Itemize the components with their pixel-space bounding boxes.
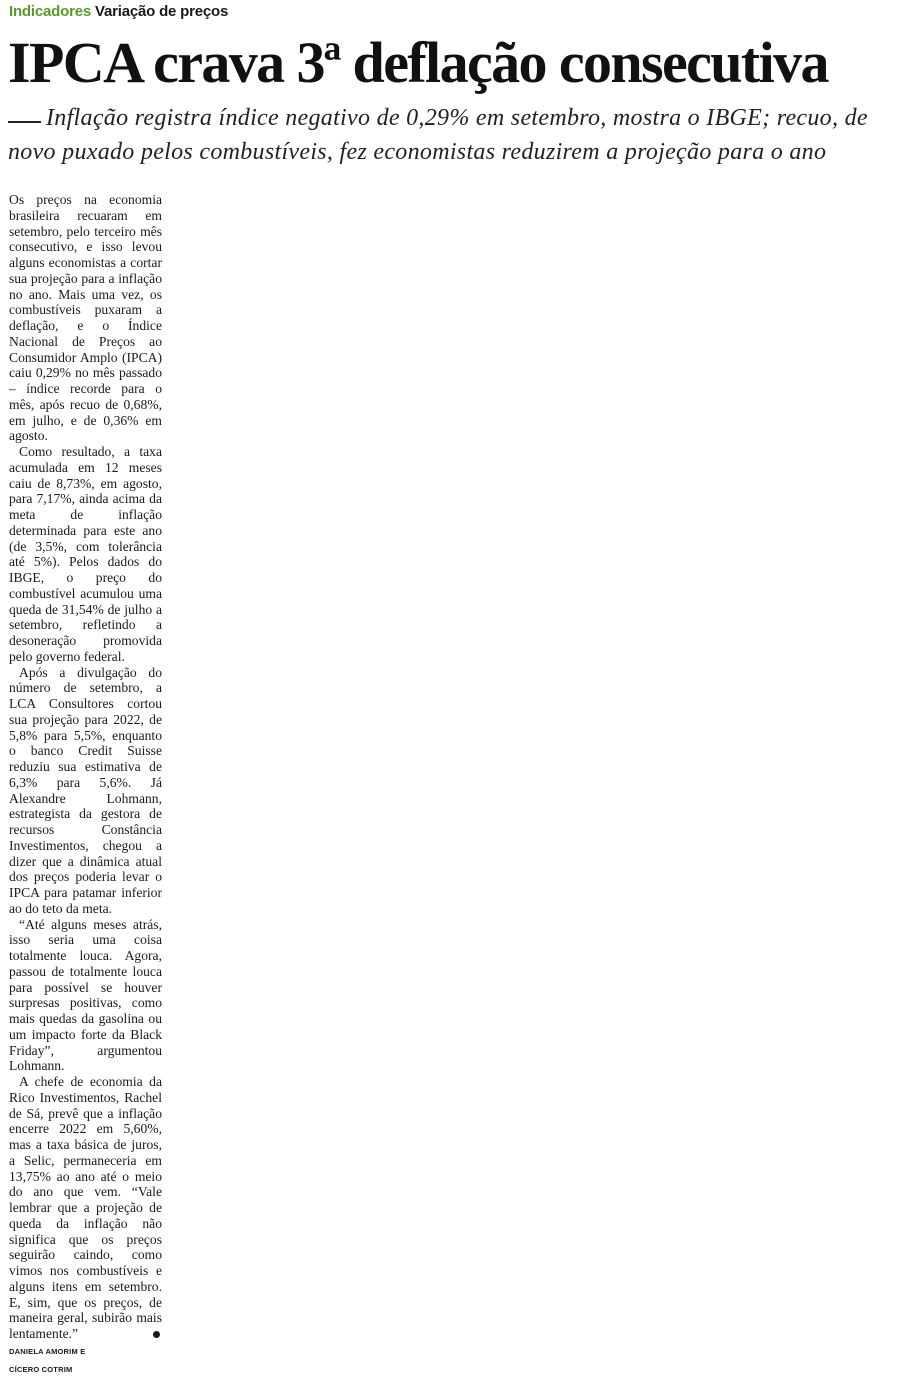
article-paragraph-5-text: A chefe de economia da Rico Investimentos, Rachel de Sá, prevê que a inflação encerre 2022 em 5,60%, mas a taxa básica de juros, a Selic, permaneceria em 13,75% ao ano até o meio do ano que vem. “Vale lembrar que a projeção de queda da inflação não significa que os preços seguirão caindo, como vimos nos combustíveis e alguns itens em setembro. E, sim, que os preços, de maneira geral, subirão mais lentamente.” [9,1074,162,1341]
section-label: Indicadores [9,3,91,20]
deck-rule-mark [8,121,41,123]
headline: IPCA crava 3ª deflação consecutiva [8,28,828,98]
byline-authors-2: CÍCERO COTRIM [9,1362,162,1377]
kicker [9,3,228,20]
article-paragraph-4: “Até alguns meses atrás, isso seria uma coisa totalmente louca. Agora, passou de totalmente louca para possível se houver surpresas positivas, como mais quedas da gasolina ou um impacto forte da Black Friday”, argumentou Lohmann. [9,917,162,1075]
deck-text: Inflação registra índice negativo de 0,29% em setembro, mostra o IBGE; recuo, de novo puxado pelos combustíveis, fez economistas reduzirem a projeção para o ano [8,105,868,165]
deck [8,101,908,169]
article-paragraph-3: Após a divulgação do número de setembro, a LCA Consultores cortou sua projeção para 2022, de 5,8% para 5,5%, enquanto o banco Credit Suisse reduziu sua estimativa de 6,3% para 5,6%. Já Alexandre Lohmann, estrategista da gestora de recursos Constância Investimentos, chegou a dizer que a dinâmica atual dos preços poderia levar o IPCA para patamar inferior ao do teto da meta. [9,665,162,917]
article-paragraph-5 [9,1074,162,1377]
byline-authors-1: DANIELA AMORIM E [9,1347,85,1356]
article-paragraph-1: Os preços na economia brasileira recuaram em setembro, pelo terceiro mês consecutivo, e isso levou alguns economistas a cortar sua projeção para a inflação no ano. Mais uma vez, os combustíveis puxaram a deflação, e o Índice Nacional de Preços ao Consumidor Amplo (IPCA) caiu 0,29% no mês passado – índice recorde para o mês, após recuo de 0,68%, em julho, e de 0,36% em agosto. [9,192,162,444]
article-paragraph-2: Como resultado, a taxa acumulada em 12 meses caiu de 8,73%, em agosto, para 7,17%, ainda acima da meta de inflação determinada para este ano (de 3,5%, com tolerância até 5%). Pelos dados do IBGE, o preço do combustível acumulou uma queda de 31,54% de julho a setembro, refletindo a desoneração promovida pelo governo federal. [9,444,162,665]
bullet-icon [153,1331,160,1338]
topic-label: Variação de preços [95,3,228,20]
article-body [9,192,162,1377]
